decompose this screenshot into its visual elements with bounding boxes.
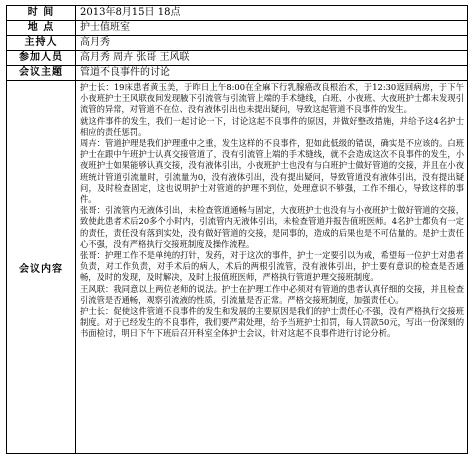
time-row bbox=[7, 6, 468, 21]
content-paragraph: 护士长：促使这件管道不良事件的发生和发展的主要原因是我们的护士责任心不强，没有严格执行交接班制度。对于已经发生的不良事件，我们要严肃处理，给予当班护士扣罚，每人罚款50元，写出一份深刻的书面检讨，明日下午下班后召开科室全体护士会议，针对这起不良事件进行讨论分析。 bbox=[80, 306, 464, 339]
content-paragraph: 护士长：19床患者黄玉美，于昨日上午8:00在全麻下行乳腺癌改良根治术，于12:30返回病房，于下午小夜班护士王风联夜间发现腋下引流管与引流管上端的手术缝线，白班、小夜班、大夜班护士都未发现引流管的异常，对管道不在位、没有液体引出也未提出疑问，导致这起管道不良事件的发生。 bbox=[80, 82, 464, 115]
host-row bbox=[7, 36, 468, 51]
content-paragraph: 张哥：护理工作不是单纯的打针，发药，对于这次的事件，护士一定要引以为戒，希望每一位护士对患者负责，对工作负责，对手术后的病人，术后的两根引流管，没有液体引出，护士要有意识的检查是否通畅，及时的发现，及时解决，及时上报值班医师，严格执行管道护理交接班制度。 bbox=[80, 250, 464, 283]
location-value: 护士值班室 bbox=[76, 21, 468, 36]
location-row bbox=[7, 21, 468, 36]
content-paragraph: 王风联：我同意以上两位老师的说法。护士在护理工作中必须对有管道的患者认真仔细的交接，并且检查引流管是否通畅，观察引流液的性质，引流量是否正常。严格交接班制度，加强责任心。 bbox=[80, 283, 464, 305]
time-value: 2013年8月15日 18点 bbox=[76, 6, 468, 21]
content-label: 会议内容 bbox=[7, 81, 76, 454]
topic-row bbox=[7, 66, 468, 81]
meeting-record-table bbox=[6, 5, 468, 454]
content-cell bbox=[76, 81, 468, 454]
topic-value: 管道不良事件的讨论 bbox=[76, 66, 468, 81]
host-label: 主持人 bbox=[7, 36, 76, 51]
host-value: 高月秀 bbox=[76, 36, 468, 51]
participants-row bbox=[7, 51, 468, 66]
content-row bbox=[7, 81, 468, 454]
participants-label: 参加人员 bbox=[7, 51, 76, 66]
content-paragraph: 周卉：管道护理是我们护理重中之重，发生这样的不良事件，犯如此低级的错误，确实是不应该的。白班护士在跟中午班护士认真交接管道了，没有引流管上端的手术缝线，就不会造成这次不良事件的发生，小夜班护士如果能够认真交接，没有液体引出，小夜班护士也没有与白班护士做好管道的交接，并且在小夜班统计管道引流量时，引流量为0，没有液体引出，没有提出疑问，导致管道没有液体引出，没有提出疑问，及时检查固定，这也说明护士对管道的护理不到位，处理意识不够强，工作不细心，导致这样的事件。 bbox=[80, 138, 464, 205]
content-paragraph: 张哥：引流管内无液体引出，未检查管道通畅与固定，大夜班护士也没有与小夜班护士做好管道的交接，致使此患者术后20多个小时内，引流管内无液体引出，未检查管道并报告值班医师。4名护士都负有一定的责任，责任没有落到实处，没有做好管道的交接，是同事的，造成的后果也是不可估量的。是护士责任心不强，没有严格执行交接班制度及操作流程。 bbox=[80, 205, 464, 249]
location-label: 地 点 bbox=[7, 21, 76, 36]
content-paragraph: 就这件事件的发生，我们一起讨论一下，讨论这起不良事件的原因，并做好整改措施，并给予这4名护士相应的责任惩罚。 bbox=[80, 115, 464, 137]
participants-value: 高月秀 周卉 张哥 王风联 bbox=[76, 51, 468, 66]
time-label: 时 间 bbox=[7, 6, 76, 21]
meeting-content bbox=[80, 81, 467, 340]
topic-label: 会议主题 bbox=[7, 66, 76, 81]
